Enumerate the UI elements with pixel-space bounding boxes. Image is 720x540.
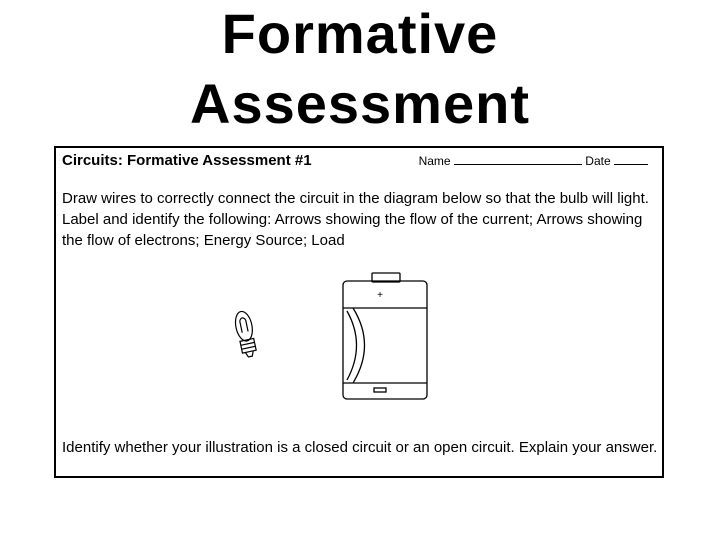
battery-icon — [343, 273, 427, 399]
circuit-diagram — [56, 148, 662, 476]
worksheet-heading: Circuits: Formative Assessment #1 — [62, 152, 312, 169]
question-text: Identify whether your illustration is a closed circuit or an open circuit. Explain your answer. — [62, 439, 658, 456]
name-label: Name — [418, 154, 451, 168]
date-label: Date — [585, 154, 611, 168]
instructions-text: Draw wires to correctly connect the circuit in the diagram below so that the bulb will light. Label and identify the following: Arrows showing the flow of the current; Arrows showing the flow of electrons; Energy Source; Load — [62, 190, 649, 249]
slide-title-line-2: Assessment — [190, 72, 530, 135]
battery-positive-symbol: + — [377, 290, 383, 301]
worksheet — [54, 146, 664, 478]
slide-title-line-1: Formative — [221, 2, 499, 65]
light-bulb-icon — [233, 310, 258, 358]
